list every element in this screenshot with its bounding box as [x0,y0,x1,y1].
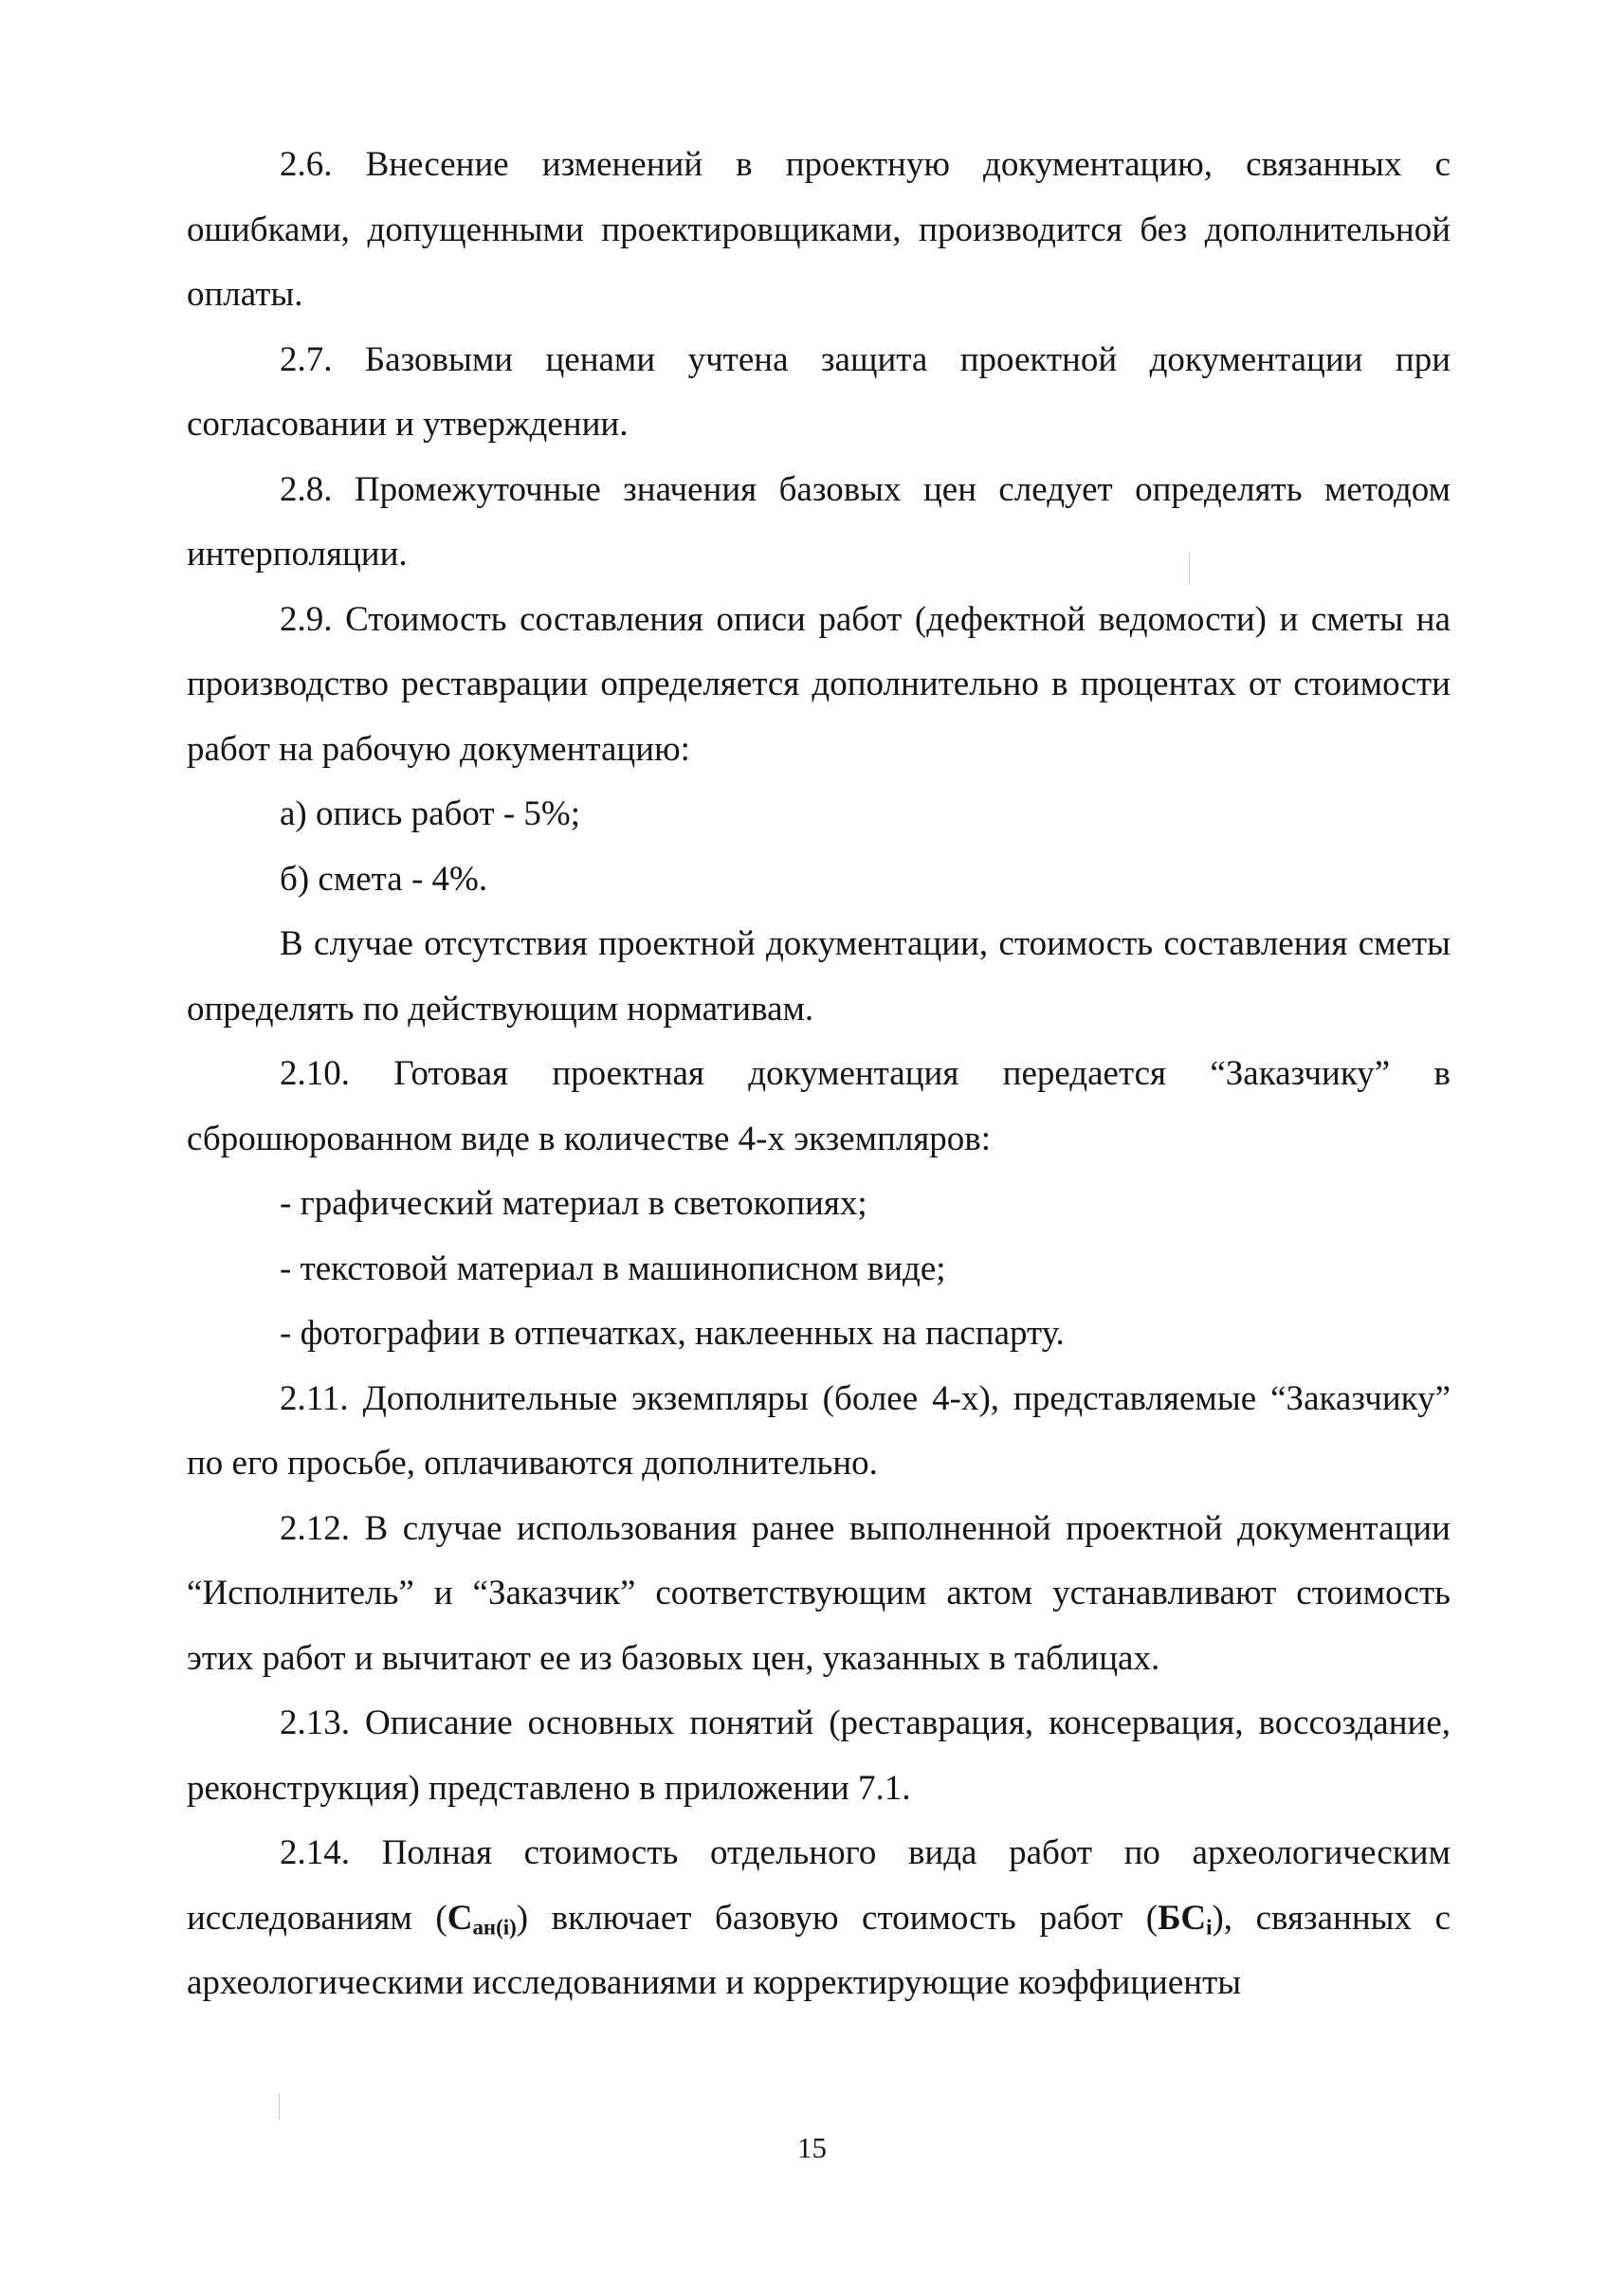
list-item-2-10-graphic: - графический материал в светокопиях; [280,1184,867,1223]
paragraph-2-9-note: В случае отсутствия проектной документации, стоимость составления сметы определять по действующим нормативам. [187,924,1451,1029]
symbol-bs-subscript: i [1206,1915,1213,1940]
symbol-c-an-base: С [447,1898,473,1938]
paragraph-2-14-part-a: 2.14. Полная стоимость отдельного вида работ по археологическим исследованиям ( [187,1833,1451,1938]
scan-artifact [279,2093,280,2120]
paragraph-2-10: 2.10. Готовая проектная документация передается “Заказчику” в сброшюрованном виде в количестве 4-х экземпляров: [187,1054,1451,1158]
paragraph-2-8: 2.8. Промежуточные значения базовых цен следует определять методом интерполяции. [187,469,1451,574]
paragraph-2-6: 2.6. Внесение изменений в проектную документацию, связанных с ошибками, допущенными проектировщиками, производится без дополнительной оплаты. [187,145,1451,314]
paragraph-2-13: 2.13. Описание основных понятий (реставрация, консервация, воссоздание, реконструкция) представлено в приложении 7.1. [187,1703,1451,1808]
list-item-2-10-photo: - фотографии в отпечатках, наклеенных на паспарту. [280,1314,1065,1353]
paragraph-2-11: 2.11. Дополнительные экземпляры (более 4-х), представляемые “Заказчику” по его просьбе, оплачиваются дополнительно. [187,1378,1451,1483]
paragraph-2-14-part-c: ), связанных с археологическими исследованиями и корректирующие коэффициенты [187,1898,1451,2002]
page-number: 15 [797,2131,827,2164]
paragraph-2-14 [187,1821,1451,2016]
symbol-bs-base: БС [1158,1898,1207,1938]
symbol-c-an-subscript: ан(i) [472,1915,517,1940]
paragraph-2-7: 2.7. Базовыми ценами учтена защита проектной документации при согласовании и утверждении. [187,339,1451,444]
list-item-2-9-a: а) опись работ - 5%; [280,794,580,833]
symbol-bs [1158,1899,1212,1938]
scan-artifact [1189,553,1190,585]
symbol-c-an [447,1899,517,1938]
document-body [187,133,1451,2016]
list-item-2-9-b: б) смета - 4%. [280,859,488,899]
list-item-2-10-text: - текстовой материал в машинописном виде; [280,1248,946,1288]
paragraph-2-9: 2.9. Стоимость составления описи работ (дефектной ведомости) и сметы на производство реставрации определяется дополнительно в процентах от стоимости работ на рабочую документацию: [187,599,1451,769]
paragraph-2-14-part-b: ) включает базовую стоимость работ ( [516,1898,1159,1938]
paragraph-2-12: 2.12. В случае использования ранее выполненной проектной документации “Исполнитель” и “Заказчик” соответствующим актом устанавливают стоимость этих работ и вычитают ее из базовых цен, указанных в таблицах. [187,1508,1451,1678]
